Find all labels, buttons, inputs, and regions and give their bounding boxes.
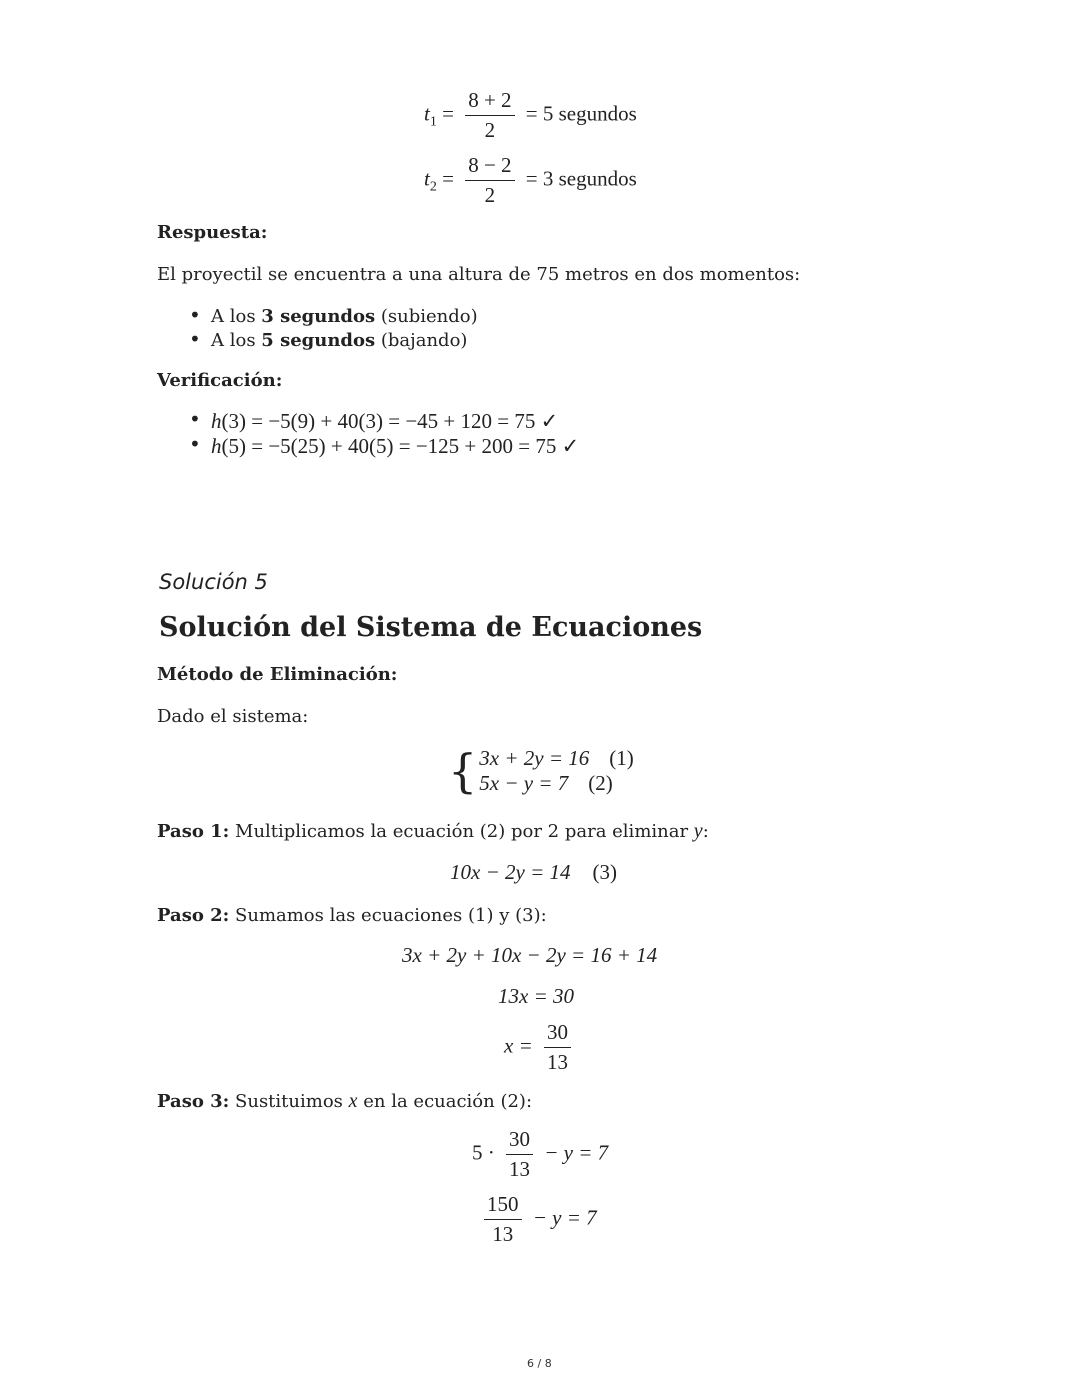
t1-symbol: t: [424, 101, 430, 126]
t2-fraction: [465, 153, 514, 208]
t1-result: = 5 segundos: [525, 101, 637, 126]
paso3-text: Paso 3: Sustituimos x en la ecuación (2):: [157, 1090, 533, 1112]
page-number: 6 / 8: [527, 1357, 552, 1370]
sub2-fraction: $\frac{150}{13}$: [484, 1192, 522, 1247]
t1-denominator: 2: [484, 118, 496, 142]
t2-denominator: 2: [484, 183, 496, 207]
t1-subscript: 1: [429, 114, 437, 130]
x-result: x = $\frac{30}{13}$: [504, 1020, 577, 1075]
equation-system: [448, 746, 634, 796]
given-text: Dado el sistema:: [157, 706, 309, 727]
equation-t2: $t_2$ = $\frac{8 - 2}{2}$ = 3 segundos: [424, 153, 637, 207]
t2-symbol: t: [424, 166, 430, 191]
x-fraction: $\frac{30}{13}$: [544, 1020, 571, 1075]
equation-t1: $t_1$ = $\frac{8 + 2}{2}$ = 5 segundos: [424, 88, 637, 142]
list-item: • A los 5 segundos (bajando): [189, 329, 478, 353]
t1-numerator: 8 + 2: [468, 88, 512, 112]
verificacion-list: [189, 409, 579, 459]
sub1-fraction: $\frac{30}{13}$: [506, 1127, 533, 1182]
t1-fraction: [465, 88, 514, 143]
t2-numerator: 8 − 2: [468, 153, 512, 177]
brace-symbol: {: [448, 744, 478, 798]
substitution-line-1: 5 · $\frac{30}{13}$ − y = 7: [472, 1127, 609, 1181]
paso1-text: Paso 1: Multiplicamos la ecuación (2) por 2 para eliminar y:: [157, 820, 709, 842]
method-heading: Método de Eliminación:: [157, 664, 398, 685]
respuesta-intro: El proyectil se encuentra a una altura de 75 metros en dos momentos:: [157, 264, 801, 285]
paso2-text: Paso 2: Sumamos las ecuaciones (1) y (3):: [157, 905, 547, 926]
section-title: Solución del Sistema de Ecuaciones: [159, 612, 703, 643]
simplified-equation: 13x = 30: [498, 984, 574, 1008]
sum-equation: 3x + 2y + 10x − 2y = 16 + 14: [402, 943, 658, 967]
system-equation-1: 3x + 2y = 16 (1): [479, 746, 634, 770]
equation-3: 10x − 2y = 14 (3): [450, 860, 617, 884]
list-item: • h(3) = −5(9) + 40(3) = −45 + 120 = 75 ✓: [189, 409, 579, 434]
system-equation-2: 5x − y = 7 (2): [479, 771, 613, 795]
respuesta-heading: Respuesta:: [157, 222, 268, 243]
list-item: • h(5) = −5(25) + 40(5) = −125 + 200 = 75 ✓: [189, 434, 579, 459]
verificacion-heading: Verificación:: [157, 370, 283, 391]
substitution-line-2: $\frac{150}{13}$ − y = 7: [478, 1192, 597, 1247]
solucion-label: Solución 5: [159, 570, 268, 594]
list-item: • A los 3 segundos (subiendo): [189, 305, 478, 329]
t2-result: = 3 segundos: [525, 166, 637, 191]
t2-subscript: 2: [429, 179, 437, 195]
respuesta-list: [189, 305, 478, 353]
